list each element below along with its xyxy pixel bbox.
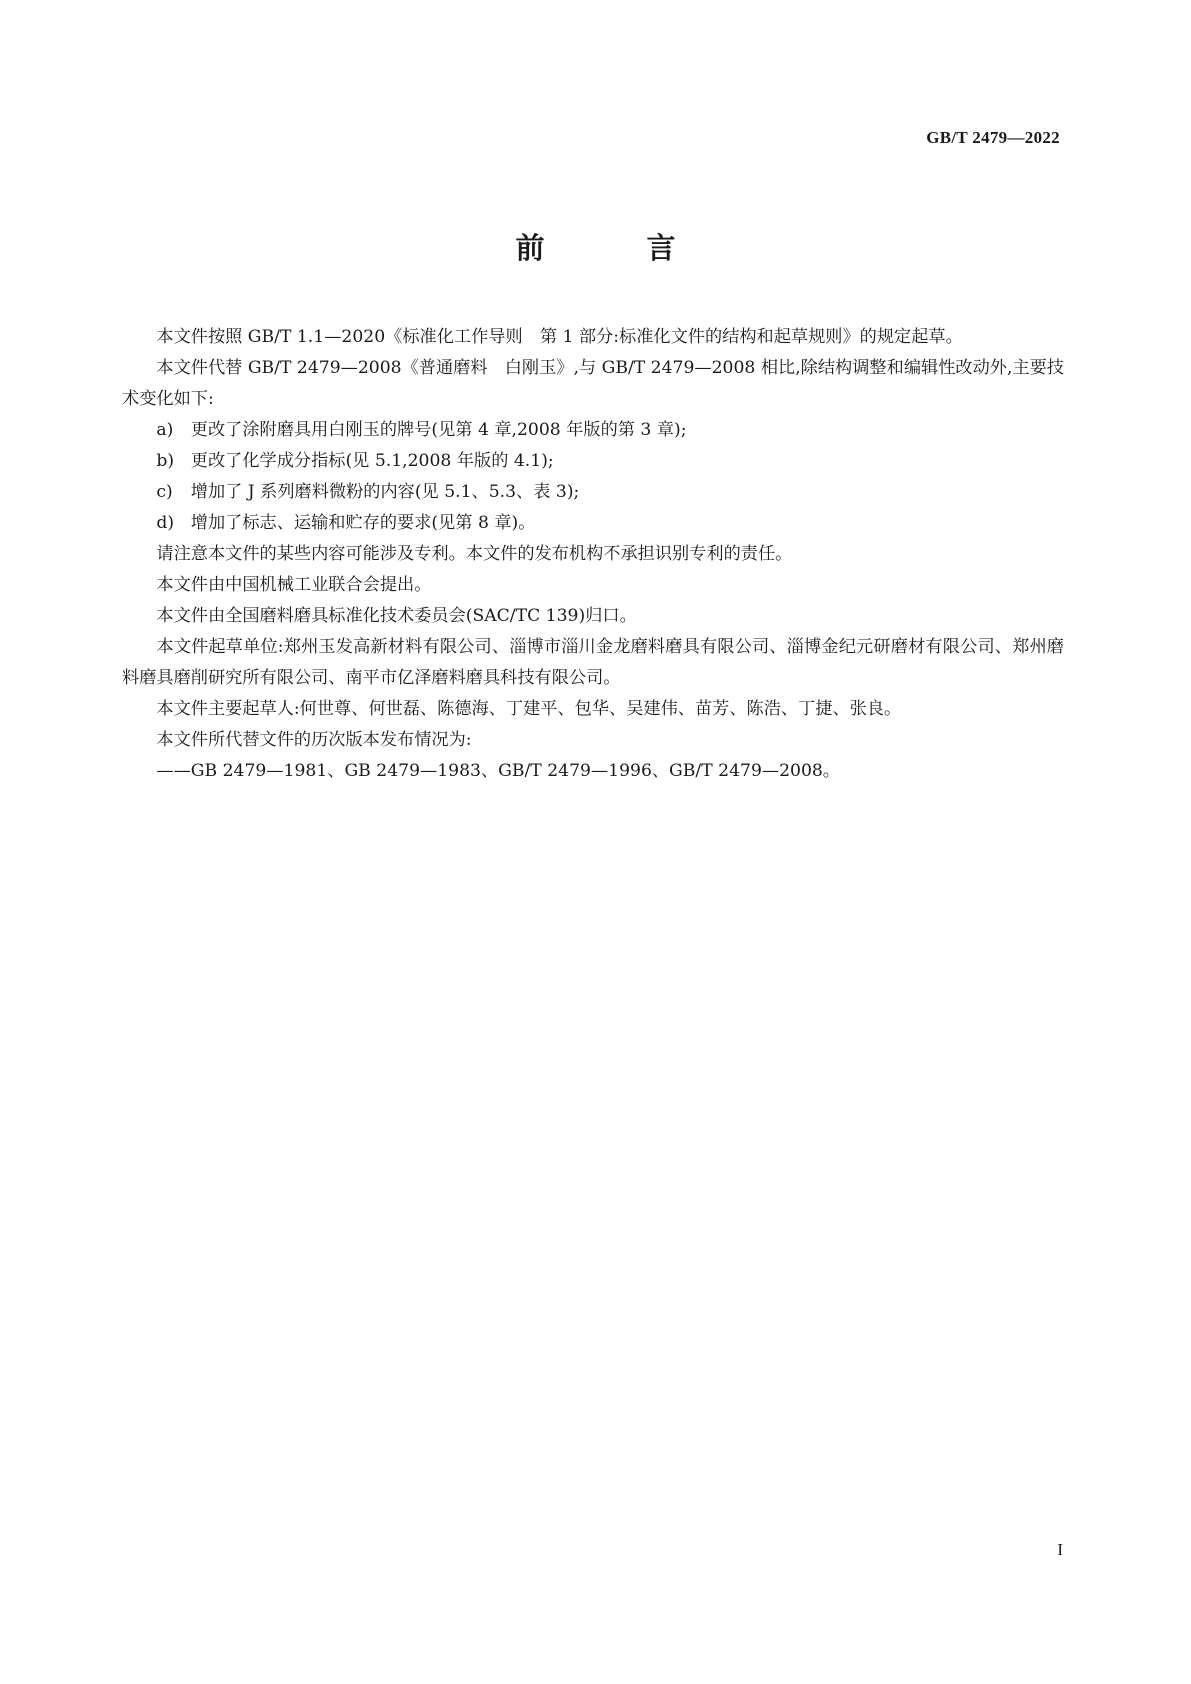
document-code: GB/T 2479—2022	[926, 128, 1060, 147]
history-list: ——GB 2479—1981、GB 2479—1983、GB/T 2479—1996、GB/T 2479—2008。	[156, 761, 840, 781]
list-item-text: 增加了 J 系列磨料微粉的内容(见 5.1、5.3、表 3);	[190, 482, 580, 502]
page-number: I	[1057, 1540, 1063, 1559]
list-item-text: 增加了标志、运输和贮存的要求(见第 8 章)。	[190, 513, 536, 533]
paragraph-technical-committee: 本文件由全国磨料磨具标准化技术委员会(SAC/TC 139)归口。	[156, 606, 637, 626]
paragraph-drafters: 本文件主要起草人:何世尊、何世磊、陈德海、丁建平、包华、吴建伟、苗芳、陈浩、丁捷、张良。	[156, 699, 902, 719]
paragraph-version-history: 本文件所代替文件的历次版本发布情况为:	[156, 730, 472, 750]
list-marker: b)	[156, 451, 175, 471]
paragraph-drafting-units: 本文件起草单位:郑州玉发高新材料有限公司、淄博市淄川金龙磨料磨具有限公司、淄博金纪元研磨材有限公司、郑州磨料磨具磨削研究所有限公司、南平市亿泽磨料磨具科技有限公司。	[122, 637, 1064, 688]
list-item-text: 更改了涂附磨具用白刚玉的牌号(见第 4 章,2008 年版的第 3 章);	[190, 420, 687, 440]
paragraph-replacement: 本文件代替 GB/T 2479—2008《普通磨料 白刚玉》,与 GB/T 2479—2008 相比,除结构调整和编辑性改动外,主要技术变化如下:	[122, 358, 1064, 409]
list-marker: c)	[156, 482, 173, 502]
list-item	[122, 477, 1064, 508]
foreword-body	[122, 322, 1064, 787]
list-marker: a)	[156, 420, 174, 440]
paragraph-patent-notice: 请注意本文件的某些内容可能涉及专利。本文件的发布机构不承担识别专利的责任。	[156, 544, 793, 564]
paragraph-drafting-basis: 本文件按照 GB/T 1.1—2020《标准化工作导则 第 1 部分:标准化文件的结构和起草规则》的规定起草。	[156, 327, 963, 347]
list-item	[122, 508, 1064, 539]
list-item	[122, 415, 1064, 446]
paragraph-proposer: 本文件由中国机械工业联合会提出。	[156, 575, 432, 595]
list-item	[122, 446, 1064, 477]
page-title: 前 言	[515, 231, 722, 265]
list-item-text: 更改了化学成分指标(见 5.1,2008 年版的 4.1);	[190, 451, 554, 471]
list-marker: d)	[156, 513, 175, 533]
